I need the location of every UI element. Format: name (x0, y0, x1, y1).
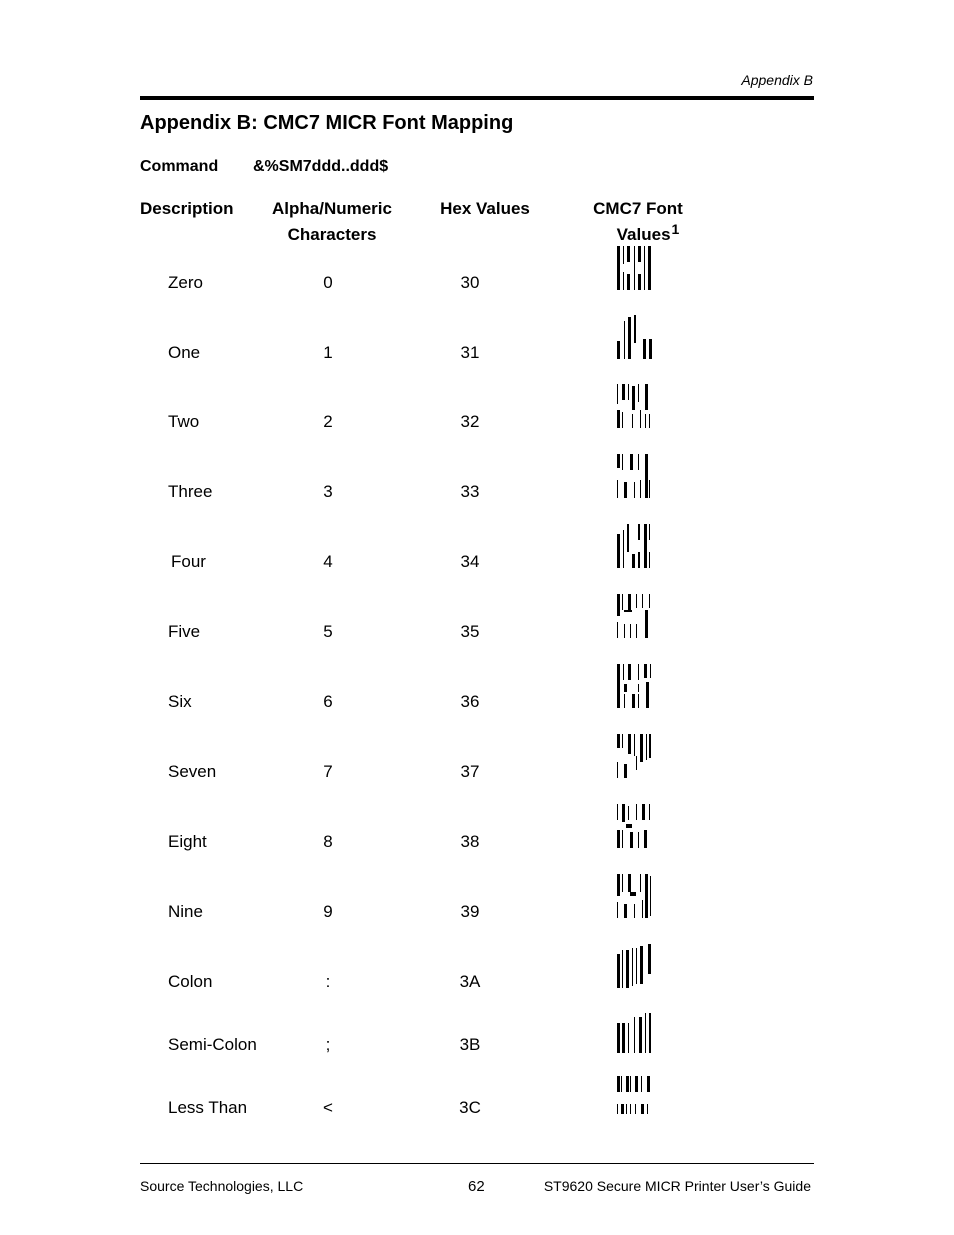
glyph-bar (617, 762, 618, 778)
glyph-bar (617, 734, 620, 748)
row-description: Eight (168, 832, 207, 851)
glyph-bar (617, 480, 618, 498)
glyph-bar (640, 480, 641, 498)
row-hex-value: 3B (459, 1035, 481, 1054)
row-hex-value: 31 (460, 343, 480, 362)
glyph-bar (617, 1076, 620, 1092)
glyph-bar (634, 315, 636, 343)
row-description: Two (168, 412, 200, 431)
cmc7-glyph-svg (612, 944, 656, 992)
glyph-bar (632, 948, 633, 986)
cmc7-glyph-icon (612, 664, 656, 712)
row-hex-value: 38 (460, 832, 480, 851)
glyph-bar (630, 892, 636, 896)
footnote-marker: 1 (671, 221, 680, 237)
glyph-bar (617, 1104, 618, 1114)
glyph-bar (626, 950, 629, 988)
cmc7-glyph-icon (612, 454, 656, 502)
glyph-bar (638, 246, 641, 262)
glyph-bar (644, 664, 647, 678)
row-hex-value: 30 (460, 273, 480, 292)
row-character: 3 (323, 482, 333, 501)
row-character: 2 (323, 412, 333, 431)
glyph-bar (644, 246, 645, 290)
glyph-bar (628, 806, 629, 820)
cmc7-glyph-svg (612, 1013, 656, 1061)
cmc7-glyph-icon (612, 804, 656, 852)
glyph-bar (628, 1023, 629, 1053)
glyph-bar (630, 832, 633, 848)
glyph-bar (632, 694, 635, 708)
glyph-bar (636, 594, 637, 608)
glyph-bar (647, 1076, 650, 1092)
glyph-bar (649, 414, 650, 428)
glyph-bar (617, 384, 618, 404)
table-row (0, 692, 954, 752)
table-row (0, 343, 954, 403)
cmc7-glyph-svg (612, 1076, 656, 1124)
table-row (0, 622, 954, 682)
glyph-bar (648, 944, 651, 974)
glyph-bar (617, 622, 618, 638)
glyph-bar (627, 274, 630, 290)
footer-guide-title: ST9620 Secure MICR Printer User’s Guide (543, 1178, 811, 1194)
cmc7-glyph-svg (612, 594, 656, 642)
glyph-bar (643, 339, 646, 359)
command-value: &%SM7ddd..ddd$ (253, 158, 389, 175)
glyph-bar (622, 384, 625, 400)
cmc7-glyph-svg (612, 664, 656, 712)
column-header-alpha-line1: Alpha/Numeric (272, 199, 392, 218)
glyph-bar (645, 414, 646, 428)
table-row (0, 832, 954, 892)
row-description: Seven (168, 762, 217, 781)
glyph-bar (650, 876, 651, 916)
glyph-bar (640, 734, 643, 762)
row-hex-value: 39 (460, 902, 480, 921)
glyph-bar (617, 246, 620, 290)
glyph-bar (645, 1013, 646, 1053)
row-hex-value: 33 (460, 482, 480, 501)
glyph-bar (624, 904, 627, 918)
cmc7-glyph-svg (612, 734, 656, 782)
table-row (0, 552, 954, 612)
glyph-bar (622, 830, 623, 848)
glyph-bar (624, 684, 627, 692)
glyph-bar (621, 1076, 622, 1092)
row-description: One (168, 343, 201, 362)
glyph-bar (638, 832, 639, 848)
glyph-bar (622, 734, 623, 748)
cmc7-glyph-svg (612, 246, 656, 294)
glyph-bar (628, 384, 629, 400)
cmc7-glyph-svg (612, 804, 656, 852)
glyph-bar (640, 946, 643, 984)
glyph-bar (622, 1023, 625, 1053)
glyph-bar (617, 902, 618, 918)
glyph-bar (624, 610, 632, 612)
column-header-cmc7-font-values (578, 196, 698, 248)
row-character: 6 (323, 692, 333, 711)
glyph-bar (627, 246, 630, 262)
row-hex-value: 3A (459, 972, 481, 991)
glyph-bar (632, 386, 635, 410)
glyph-bar (638, 524, 640, 540)
row-hex-value: 3C (459, 1098, 481, 1117)
column-header-description (140, 196, 234, 222)
glyph-bar (649, 524, 650, 540)
glyph-bar (639, 1017, 642, 1053)
glyph-bar (635, 1104, 636, 1114)
glyph-bar (626, 1104, 627, 1114)
glyph-bar (650, 664, 651, 678)
glyph-bar (649, 339, 652, 359)
cmc7-glyph-icon (612, 944, 656, 992)
glyph-bar (626, 824, 632, 828)
glyph-bar (647, 1104, 648, 1114)
glyph-bar (645, 454, 648, 498)
glyph-bar (638, 694, 639, 708)
cmc7-glyph-icon (612, 524, 656, 572)
glyph-bar (628, 734, 631, 754)
glyph-bar (649, 804, 650, 820)
glyph-bar (640, 874, 641, 892)
table-row (0, 482, 954, 542)
table-row (0, 972, 954, 1032)
glyph-bar (638, 552, 640, 568)
cmc7-glyph-icon (612, 384, 656, 432)
column-header-hex-text: Hex Values (440, 199, 530, 218)
glyph-bar (644, 524, 647, 568)
cmc7-glyph-icon (612, 315, 656, 363)
glyph-bar (636, 804, 637, 820)
glyph-bar (622, 412, 623, 428)
row-hex-value: 34 (460, 552, 480, 571)
row-hex-value: 35 (460, 622, 480, 641)
column-header-description-text: Description (140, 199, 234, 218)
glyph-bar (617, 830, 620, 848)
glyph-bar (630, 624, 631, 638)
glyph-bar (645, 874, 648, 918)
glyph-bar (634, 482, 635, 498)
row-character: ; (325, 1035, 331, 1054)
glyph-bar (649, 594, 650, 608)
cmc7-glyph-icon (612, 734, 656, 782)
glyph-bar (630, 1104, 631, 1114)
row-character: 9 (323, 902, 333, 921)
glyph-bar (632, 554, 635, 568)
running-header: Appendix B (741, 72, 813, 88)
glyph-bar (635, 1076, 638, 1092)
row-description: Five (168, 622, 201, 641)
column-header-alpha-line2: Characters (287, 225, 377, 244)
glyph-bar (623, 664, 624, 680)
row-character: 0 (323, 273, 333, 292)
glyph-bar (617, 534, 620, 568)
glyph-bar (621, 1104, 624, 1114)
cmc7-glyph-icon (612, 874, 656, 922)
header-rule (140, 96, 814, 100)
glyph-bar (623, 272, 624, 290)
column-header-alpha-numeric (262, 196, 402, 248)
row-description: Three (168, 482, 213, 501)
glyph-bar (617, 454, 620, 468)
glyph-bar (632, 414, 633, 428)
footer-company: Source Technologies, LLC (140, 1178, 304, 1194)
glyph-bar (634, 246, 635, 290)
cmc7-glyph-icon (612, 246, 656, 294)
glyph-bar (617, 874, 620, 896)
cmc7-glyph-svg (612, 384, 656, 432)
glyph-bar (638, 274, 641, 290)
glyph-bar (645, 384, 648, 410)
row-hex-value: 32 (460, 412, 480, 431)
row-hex-value: 37 (460, 762, 480, 781)
glyph-bar (641, 1104, 644, 1114)
glyph-bar (628, 317, 631, 359)
table-row (0, 1035, 954, 1095)
glyph-bar (624, 321, 625, 359)
glyph-bar (646, 734, 647, 760)
glyph-bar (636, 624, 637, 638)
row-hex-value: 36 (460, 692, 480, 711)
glyph-bar (627, 524, 629, 552)
glyph-bar (624, 764, 627, 778)
glyph-bar (626, 1076, 629, 1092)
glyph-bar (642, 900, 643, 918)
glyph-bar (636, 948, 637, 984)
row-description: Six (168, 692, 192, 711)
glyph-bar (634, 904, 635, 918)
glyph-bar (623, 246, 624, 264)
glyph-bar (638, 454, 639, 470)
table-row (0, 1098, 954, 1158)
cmc7-glyph-svg (612, 454, 656, 502)
glyph-bar (623, 530, 624, 568)
glyph-bar (630, 1076, 631, 1092)
glyph-bar (617, 341, 620, 359)
glyph-bar (649, 1013, 651, 1053)
glyph-bar (622, 594, 623, 610)
command-label: Command (140, 158, 219, 175)
glyph-bar (641, 1076, 642, 1092)
row-description: Four (171, 552, 206, 571)
table-row (0, 412, 954, 472)
glyph-bar (628, 874, 631, 892)
glyph-bar (617, 664, 620, 708)
glyph-bar (624, 482, 627, 498)
row-description: Colon (168, 972, 213, 991)
glyph-bar (622, 950, 623, 988)
glyph-bar (648, 246, 651, 290)
column-header-hex-values (430, 196, 540, 222)
row-description: Zero (168, 273, 203, 292)
table-row (0, 902, 954, 962)
row-description: Nine (168, 902, 203, 921)
table-row (0, 762, 954, 822)
glyph-bar (642, 804, 645, 820)
glyph-bar (634, 1017, 635, 1053)
glyph-bar (622, 454, 623, 470)
cmc7-glyph-icon (612, 1013, 656, 1061)
glyph-bar (628, 594, 631, 610)
glyph-bar (646, 682, 649, 708)
column-header-cmc7-line1: CMC7 Font (593, 199, 683, 218)
page-title: Appendix B: CMC7 MICR Font Mapping (140, 112, 514, 134)
glyph-bar (617, 804, 618, 820)
cmc7-glyph-icon (612, 594, 656, 642)
cmc7-glyph-svg (612, 524, 656, 572)
glyph-bar (630, 454, 633, 470)
row-character: 5 (323, 622, 333, 641)
row-description: Less Than (168, 1098, 248, 1117)
glyph-bar (649, 552, 650, 568)
row-character: 8 (323, 832, 333, 851)
row-character: < (323, 1098, 333, 1117)
glyph-bar (636, 756, 637, 770)
row-character: 4 (323, 552, 333, 571)
glyph-bar (624, 624, 625, 638)
column-header-cmc7-line2: Values (616, 225, 671, 244)
glyph-bar (624, 694, 625, 708)
row-character: 7 (323, 762, 333, 781)
glyph-bar (638, 664, 639, 680)
row-character: : (325, 972, 331, 991)
glyph-bar (640, 410, 641, 428)
glyph-bar (628, 664, 631, 680)
glyph-bar (622, 874, 623, 892)
glyph-bar (617, 1023, 620, 1053)
glyph-bar (638, 684, 639, 692)
glyph-bar (634, 734, 635, 756)
row-character: 1 (323, 343, 333, 362)
row-description: Semi-Colon (168, 1035, 257, 1054)
glyph-bar (622, 804, 625, 822)
footer-page-number: 62 (468, 1178, 485, 1195)
glyph-bar (644, 830, 647, 848)
glyph-bar (638, 384, 639, 402)
cmc7-glyph-svg (612, 874, 656, 922)
glyph-bar (649, 734, 651, 758)
cmc7-glyph-icon (612, 1076, 656, 1124)
glyph-bar (617, 410, 620, 428)
table-row (0, 273, 954, 333)
glyph-bar (617, 954, 620, 988)
glyph-bar (649, 480, 650, 498)
glyph-bar (617, 594, 620, 616)
glyph-bar (645, 610, 648, 638)
cmc7-glyph-svg (612, 315, 656, 363)
footer-rule (140, 1163, 814, 1164)
glyph-bar (642, 594, 643, 608)
